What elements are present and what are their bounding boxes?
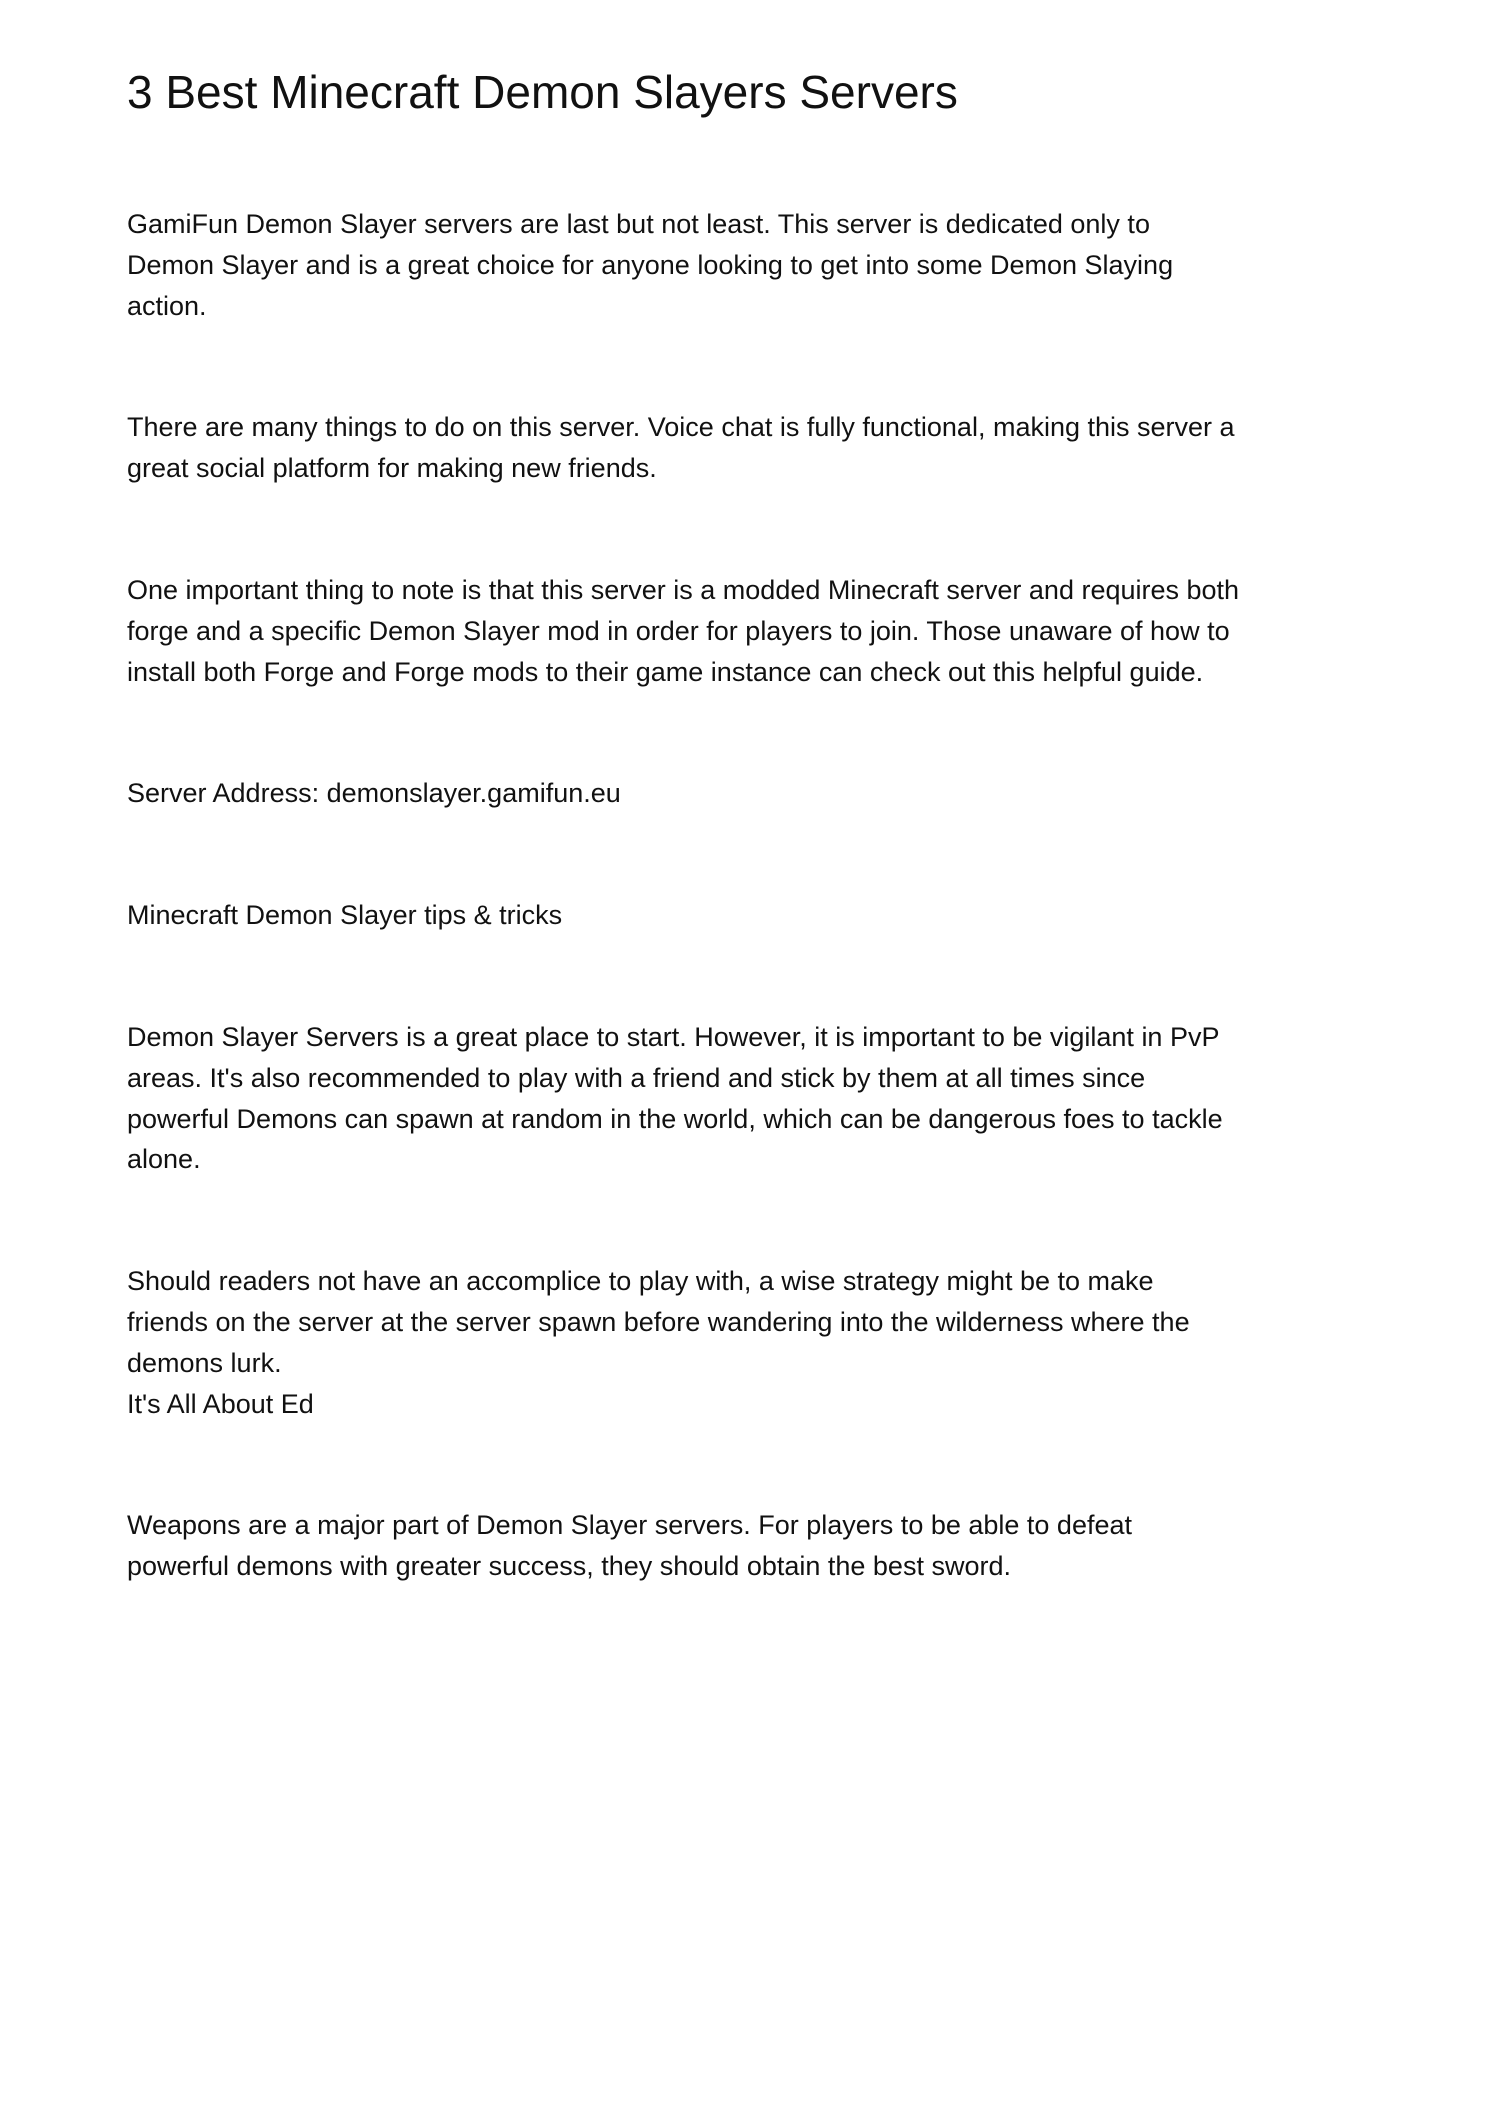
text-line: Server Address: demonslayer.gamifun.eu (127, 778, 621, 809)
text-line: friends on the server at the server spawn before wandering into the wilderness where the (127, 1306, 1190, 1337)
paragraph (127, 1261, 1427, 1424)
paragraph (127, 1017, 1427, 1180)
paragraph (127, 570, 1427, 692)
text-line: Should readers not have an accomplice to play with, a wise strategy might be to make (127, 1266, 1154, 1297)
text-line: demons lurk. (127, 1347, 282, 1378)
article-body (127, 204, 1427, 1668)
text-line: install both Forge and Forge mods to their game instance can check out this helpful guide. (127, 656, 1204, 687)
text-line: One important thing to note is that this server is a modded Minecraft server and requires both (127, 574, 1240, 605)
text-line: powerful demons with greater success, they should obtain the best sword. (127, 1551, 1011, 1582)
text-line: It's All About Ed (127, 1388, 314, 1419)
text-line: Minecraft Demon Slayer tips & tricks (127, 900, 563, 931)
text-line: great social platform for making new friends. (127, 453, 657, 484)
text-line: Demon Slayer Servers is a great place to start. However, it is important to be vigilant in PvP (127, 1021, 1220, 1052)
paragraph (127, 407, 1427, 489)
page-title: 3 Best Minecraft Demon Slayers Servers (127, 66, 958, 118)
text-line: powerful Demons can spawn at random in the world, which can be dangerous foes to tackle (127, 1103, 1223, 1134)
paragraph (127, 895, 1427, 936)
text-line: Demon Slayer and is a great choice for anyone looking to get into some Demon Slaying (127, 249, 1174, 280)
text-line: Weapons are a major part of Demon Slayer servers. For players to be able to defeat (127, 1510, 1132, 1541)
paragraph (127, 204, 1427, 326)
text-line: GamiFun Demon Slayer servers are last but not least. This server is dedicated only to (127, 209, 1150, 239)
text-line: action. (127, 290, 207, 321)
paragraph (127, 773, 1427, 814)
text-line: forge and a specific Demon Slayer mod in order for players to join. Those unaware of how to (127, 615, 1230, 646)
text-line: alone. (127, 1144, 201, 1175)
text-line: There are many things to do on this server. Voice chat is fully functional, making this server a (127, 412, 1235, 443)
paragraph (127, 1505, 1427, 1587)
text-line: areas. It's also recommended to play with a friend and stick by them at all times since (127, 1062, 1146, 1093)
